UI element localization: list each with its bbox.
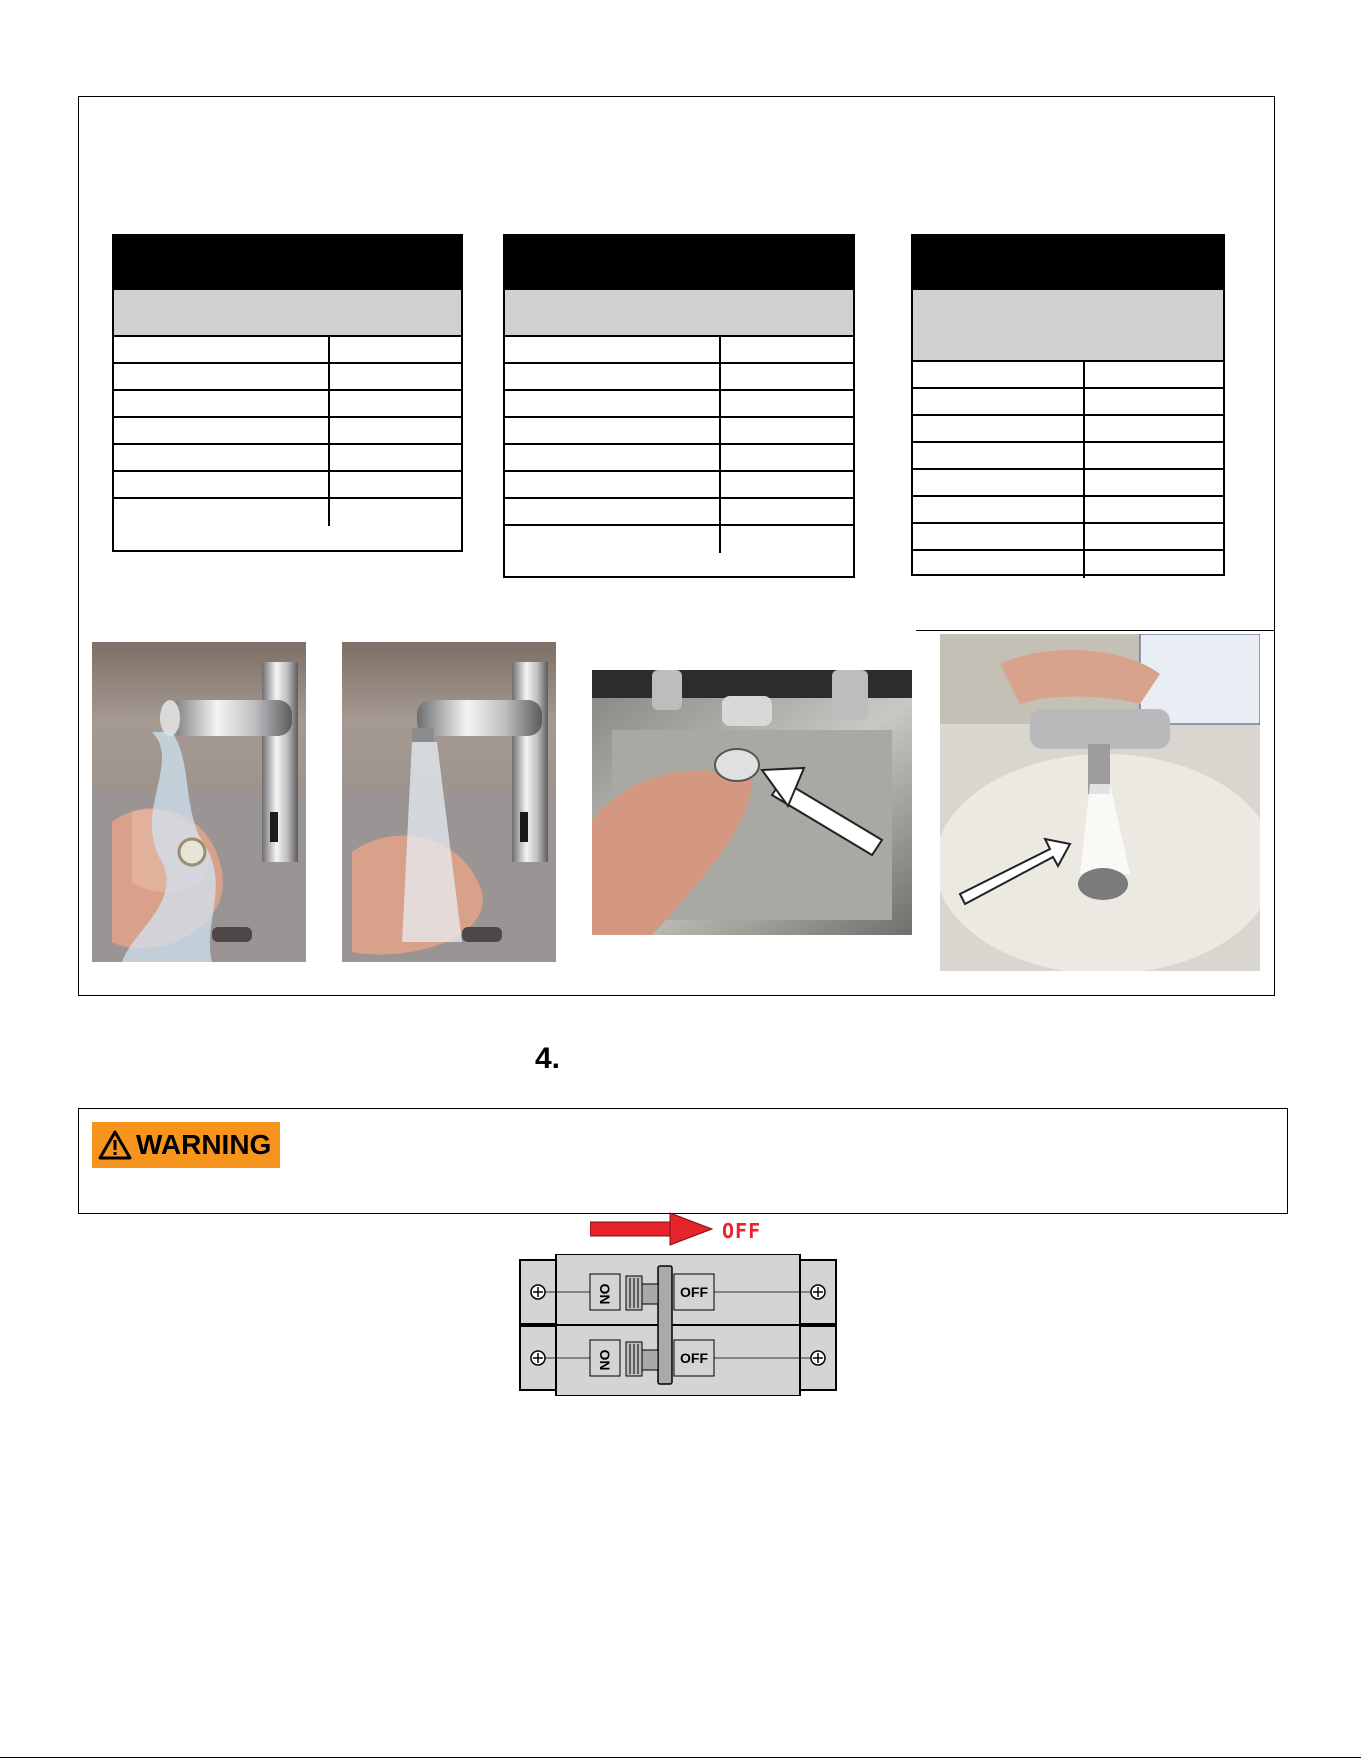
warning-text: WARNING bbox=[136, 1129, 272, 1160]
table-row bbox=[114, 418, 461, 445]
table-header bbox=[913, 236, 1223, 290]
table-row bbox=[913, 362, 1223, 389]
table-row bbox=[505, 445, 853, 472]
table-row bbox=[913, 470, 1223, 497]
table-subheader bbox=[114, 290, 461, 337]
table-row bbox=[913, 497, 1223, 524]
table-row bbox=[114, 364, 461, 391]
photo-faucet-aerated bbox=[342, 642, 556, 962]
table-row bbox=[114, 337, 461, 364]
table-row bbox=[114, 499, 461, 526]
table-row bbox=[913, 551, 1223, 578]
flow-table-1 bbox=[112, 234, 463, 552]
flow-table-3 bbox=[911, 234, 1225, 576]
table-header bbox=[114, 236, 461, 290]
warning-label bbox=[92, 1122, 280, 1168]
circuit-breaker bbox=[518, 1254, 838, 1396]
table-row bbox=[114, 445, 461, 472]
photo-check-drain bbox=[940, 634, 1260, 971]
page-bottom-rule bbox=[0, 1757, 1361, 1758]
table-row bbox=[913, 389, 1223, 416]
table-row bbox=[505, 391, 853, 418]
photo-remove-aerator bbox=[592, 670, 912, 935]
table-row bbox=[913, 443, 1223, 470]
table-row bbox=[505, 418, 853, 445]
breaker-on-label: ON bbox=[597, 1283, 613, 1305]
table-row bbox=[114, 472, 461, 499]
warning-triangle-icon bbox=[98, 1130, 132, 1160]
divider bbox=[916, 630, 1274, 631]
table-row bbox=[913, 524, 1223, 551]
red-arrow-icon bbox=[590, 1212, 714, 1246]
breaker-off-label: OFF bbox=[680, 1284, 708, 1300]
table-row bbox=[505, 337, 853, 364]
table-row bbox=[505, 472, 853, 499]
table-header bbox=[505, 236, 853, 290]
step-number: 4. bbox=[535, 1042, 561, 1075]
photo-faucet-splash bbox=[92, 642, 306, 962]
breaker-off-label: OFF bbox=[680, 1350, 708, 1366]
table-row bbox=[505, 499, 853, 526]
table-row bbox=[114, 391, 461, 418]
flow-table-2 bbox=[503, 234, 855, 578]
table-subheader bbox=[505, 290, 853, 337]
table-subheader bbox=[913, 290, 1223, 362]
table-row bbox=[505, 526, 853, 553]
table-row bbox=[913, 416, 1223, 443]
off-arrow-label: OFF bbox=[722, 1219, 762, 1243]
breaker-on-label: ON bbox=[597, 1349, 613, 1371]
table-row bbox=[505, 364, 853, 391]
